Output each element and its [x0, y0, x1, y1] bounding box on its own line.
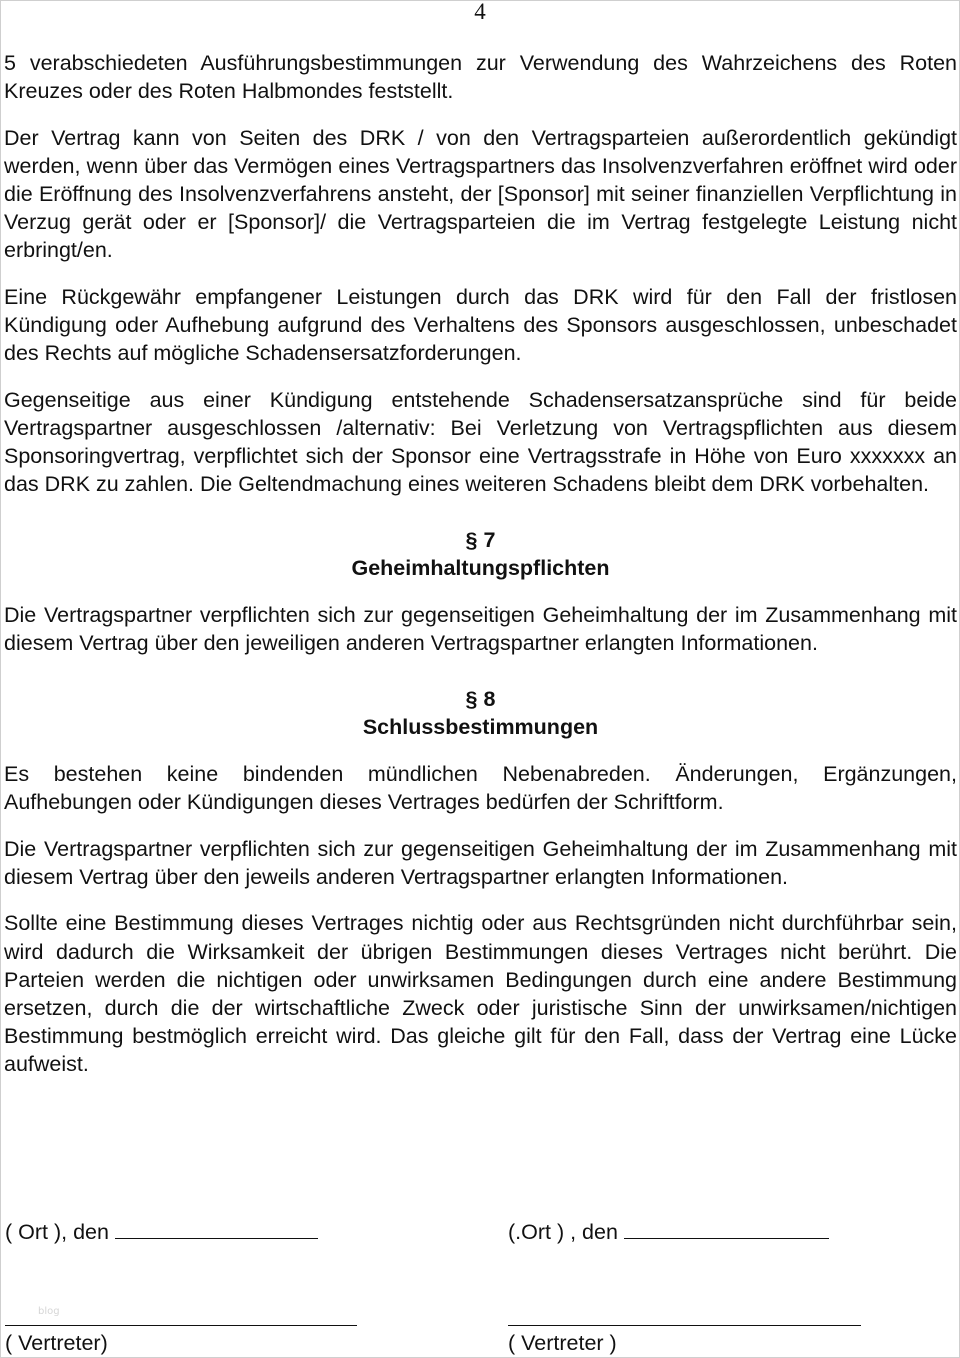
section-7 [4, 526, 957, 582]
watermark-text: blog [38, 1306, 60, 1317]
left-place-label: ( Ort ), den [5, 1220, 109, 1244]
page-number: 4 [474, 0, 486, 24]
paragraph-written-form: Es bestehen keine bindenden mündlichen Nebenabreden. Änderungen, Ergänzungen, Aufhebungen oder Kündigungen dieses Vertrages bedürfen der Schriftform. [4, 761, 957, 814]
paragraph-severability: Sollte eine Bestimmung dieses Vertrages nichtig oder aus Rechtsgründen nicht durchführbar sein, wird dadurch die Wirksamkeit der übrigen Bestimmungen dieses Vertrages nicht berührt. Die Parteien werden die nichtigen oder unwirksamen Bedingungen durch eine andere Bestimmung ersetzen, durch die der wirtschaftliche Zweck oder juristische Sinn der unwirksamen/nichtigen Bestimmung bestmöglich erreicht wird. Das gleiche gilt für den Fall, dass der Vertrag eine Lücke aufweist. [4, 911, 957, 1076]
right-role-label: ( Vertreter ) [508, 1331, 617, 1355]
left-role-label: ( Vertreter) [5, 1331, 108, 1355]
right-place-label: (.Ort ) , den [508, 1220, 618, 1244]
paragraph-damages: Gegenseitige aus einer Kündigung entstehende Schadensersatzansprüche sind für beide Vertragspartner ausgeschlossen /alternativ: Bei Verletzung von Vertragspflichten aus diesem Sponsoringvertrag, verpflichtet sich der Sponsor eine Vertragsstrafe in Höhe von Euro xxxxxxx an das DRK zu zahlen. Die Geltendmachung eines weiteren Schadens bleibt dem DRK vorbehalten. [4, 387, 957, 496]
right-signature-line [508, 1325, 861, 1326]
paragraph-confidentiality-2: Die Vertragspartner verpflichten sich zur gegenseitigen Geheimhaltung der im Zusammenhang mit diesem Vertrag über den jeweils anderen Vertragspartner erlangten Informationen. [4, 836, 957, 889]
section-8 [4, 685, 957, 741]
left-signature-line [5, 1325, 357, 1326]
paragraph-restitution: Eine Rückgewähr empfangener Leistungen durch das DRK wird für den Fall der fristlosen Kündigung oder Aufhebung aufgrund des Verhaltens des Sponsors ausgeschlossen, unbeschadet des Rechts auf mögliche Schadensersatzforderungen. [4, 284, 957, 366]
section-7-title: Geheimhaltungspflichten [351, 556, 610, 581]
section-7-number: § 7 [465, 528, 496, 553]
section-8-title: Schlussbestimmungen [362, 715, 599, 740]
paragraph-termination: Der Vertrag kann von Seiten des DRK / von den Vertragsparteien außerordentlich gekündigt werden, wenn über das Vermögen eines Vertragspartners das Insolvenzverfahren eröffnet wird oder die Eröffnung des Insolvenzverfahrens ansteht, der [Sponsor] mit seiner finanziellen Verpflichtung in Verzug gerät oder er [Sponsor]/ die Vertragsparteien die im Vertrag festgelegte Leistung nicht erbringt/en. [4, 125, 957, 263]
left-date-line [115, 1218, 318, 1239]
right-date-line [624, 1218, 829, 1239]
signature-left-place [5, 1218, 318, 1246]
signature-right-place [508, 1218, 829, 1246]
paragraph-red-cross-emblem: 5 verabschiedeten Ausführungsbestimmungen zur Verwendung des Wahrzeichens des Roten Kreuzes oder des Roten Halbmondes feststellt. [4, 51, 957, 104]
section-8-number: § 8 [465, 687, 496, 712]
paragraph-confidentiality: Die Vertragspartner verpflichten sich zur gegenseitigen Geheimhaltung der im Zusammenhang mit diesem Vertrag über den jeweiligen anderen Vertragspartner erlangten Informationen. [4, 602, 957, 655]
document-body [4, 49, 957, 1097]
